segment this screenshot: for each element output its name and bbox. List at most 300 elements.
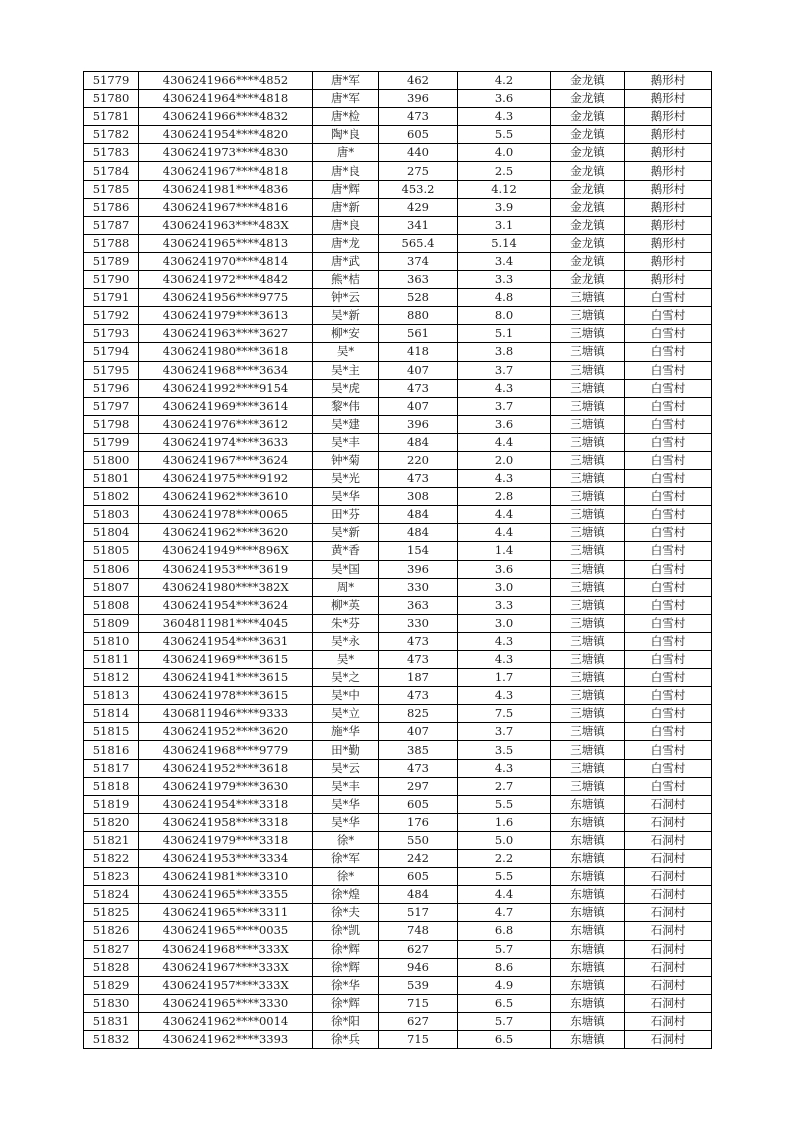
row-number-cell: 51796 xyxy=(84,379,139,397)
village-cell: 石洞村 xyxy=(625,922,712,940)
town-cell: 东塘镇 xyxy=(551,994,625,1012)
row-number-cell: 51795 xyxy=(84,361,139,379)
id-number-cell: 4306241941****3615 xyxy=(139,669,313,687)
table-row xyxy=(84,524,712,542)
village-cell: 鹅形村 xyxy=(625,90,712,108)
table-row xyxy=(84,90,712,108)
area-cell: 4.4 xyxy=(458,433,551,451)
row-number-cell: 51830 xyxy=(84,994,139,1012)
id-number-cell: 4306241969****3615 xyxy=(139,651,313,669)
id-number-cell: 4306241966****4852 xyxy=(139,72,313,90)
town-cell: 东塘镇 xyxy=(551,886,625,904)
name-cell: 徐* xyxy=(313,831,379,849)
amount-cell: 242 xyxy=(379,850,458,868)
row-number-cell: 51780 xyxy=(84,90,139,108)
village-cell: 白雪村 xyxy=(625,488,712,506)
id-number-cell: 3604811981****4045 xyxy=(139,614,313,632)
id-number-cell: 4306241965****4813 xyxy=(139,234,313,252)
town-cell: 三塘镇 xyxy=(551,325,625,343)
area-cell: 7.5 xyxy=(458,705,551,723)
id-number-cell: 4306241967****4816 xyxy=(139,198,313,216)
row-number-cell: 51823 xyxy=(84,868,139,886)
town-cell: 金龙镇 xyxy=(551,271,625,289)
village-cell: 白雪村 xyxy=(625,506,712,524)
town-cell: 金龙镇 xyxy=(551,180,625,198)
village-cell: 白雪村 xyxy=(625,524,712,542)
area-cell: 3.3 xyxy=(458,596,551,614)
name-cell: 吴*建 xyxy=(313,415,379,433)
row-number-cell: 51790 xyxy=(84,271,139,289)
area-cell: 4.4 xyxy=(458,524,551,542)
area-cell: 4.3 xyxy=(458,379,551,397)
area-cell: 5.7 xyxy=(458,940,551,958)
table-row xyxy=(84,940,712,958)
id-number-cell: 4306241952****3618 xyxy=(139,759,313,777)
row-number-cell: 51788 xyxy=(84,234,139,252)
id-number-cell: 4306241970****4814 xyxy=(139,252,313,270)
name-cell: 周* xyxy=(313,578,379,596)
area-cell: 6.8 xyxy=(458,922,551,940)
area-cell: 8.6 xyxy=(458,958,551,976)
amount-cell: 363 xyxy=(379,271,458,289)
name-cell: 徐*辉 xyxy=(313,994,379,1012)
village-cell: 白雪村 xyxy=(625,542,712,560)
town-cell: 三塘镇 xyxy=(551,687,625,705)
name-cell: 吴*华 xyxy=(313,488,379,506)
name-cell: 徐*煌 xyxy=(313,886,379,904)
village-cell: 石洞村 xyxy=(625,904,712,922)
table-row xyxy=(84,361,712,379)
name-cell: 黎*伟 xyxy=(313,397,379,415)
row-number-cell: 51807 xyxy=(84,578,139,596)
row-number-cell: 51782 xyxy=(84,126,139,144)
town-cell: 东塘镇 xyxy=(551,1030,625,1048)
village-cell: 石洞村 xyxy=(625,850,712,868)
amount-cell: 473 xyxy=(379,470,458,488)
row-number-cell: 51800 xyxy=(84,451,139,469)
id-number-cell: 4306241981****3310 xyxy=(139,868,313,886)
town-cell: 三塘镇 xyxy=(551,596,625,614)
row-number-cell: 51814 xyxy=(84,705,139,723)
row-number-cell: 51820 xyxy=(84,813,139,831)
area-cell: 3.7 xyxy=(458,397,551,415)
row-number-cell: 51819 xyxy=(84,795,139,813)
name-cell: 唐*良 xyxy=(313,216,379,234)
row-number-cell: 51831 xyxy=(84,1012,139,1030)
amount-cell: 561 xyxy=(379,325,458,343)
id-number-cell: 4306241965****0035 xyxy=(139,922,313,940)
row-number-cell: 51827 xyxy=(84,940,139,958)
village-cell: 鹅形村 xyxy=(625,162,712,180)
town-cell: 三塘镇 xyxy=(551,578,625,596)
amount-cell: 407 xyxy=(379,723,458,741)
area-cell: 4.3 xyxy=(458,108,551,126)
name-cell: 钟*云 xyxy=(313,289,379,307)
village-cell: 白雪村 xyxy=(625,343,712,361)
amount-cell: 484 xyxy=(379,886,458,904)
row-number-cell: 51810 xyxy=(84,632,139,650)
id-number-cell: 4306241979****3318 xyxy=(139,831,313,849)
area-cell: 1.4 xyxy=(458,542,551,560)
area-cell: 4.7 xyxy=(458,904,551,922)
id-number-cell: 4306241965****3311 xyxy=(139,904,313,922)
village-cell: 鹅形村 xyxy=(625,252,712,270)
village-cell: 白雪村 xyxy=(625,325,712,343)
village-cell: 石洞村 xyxy=(625,1030,712,1048)
table-row xyxy=(84,632,712,650)
amount-cell: 715 xyxy=(379,994,458,1012)
amount-cell: 484 xyxy=(379,506,458,524)
area-cell: 4.9 xyxy=(458,976,551,994)
id-number-cell: 4306241965****3330 xyxy=(139,994,313,1012)
table-row xyxy=(84,868,712,886)
id-number-cell: 4306241981****4836 xyxy=(139,180,313,198)
area-cell: 4.3 xyxy=(458,759,551,777)
area-cell: 6.5 xyxy=(458,1030,551,1048)
table-row xyxy=(84,271,712,289)
village-cell: 石洞村 xyxy=(625,958,712,976)
id-number-cell: 4306241968****3634 xyxy=(139,361,313,379)
id-number-cell: 4306241974****3633 xyxy=(139,433,313,451)
table-row xyxy=(84,922,712,940)
amount-cell: 473 xyxy=(379,379,458,397)
name-cell: 徐*兵 xyxy=(313,1030,379,1048)
village-cell: 白雪村 xyxy=(625,632,712,650)
town-cell: 三塘镇 xyxy=(551,723,625,741)
town-cell: 东塘镇 xyxy=(551,831,625,849)
table-row xyxy=(84,850,712,868)
name-cell: 吴*云 xyxy=(313,759,379,777)
area-cell: 2.7 xyxy=(458,777,551,795)
row-number-cell: 51801 xyxy=(84,470,139,488)
village-cell: 白雪村 xyxy=(625,560,712,578)
table-row xyxy=(84,289,712,307)
amount-cell: 396 xyxy=(379,415,458,433)
table-row xyxy=(84,379,712,397)
town-cell: 东塘镇 xyxy=(551,813,625,831)
table-row xyxy=(84,216,712,234)
area-cell: 1.6 xyxy=(458,813,551,831)
village-cell: 白雪村 xyxy=(625,361,712,379)
row-number-cell: 51811 xyxy=(84,651,139,669)
village-cell: 石洞村 xyxy=(625,795,712,813)
id-number-cell: 4306241954****4820 xyxy=(139,126,313,144)
name-cell: 吴*华 xyxy=(313,795,379,813)
table-row xyxy=(84,162,712,180)
amount-cell: 473 xyxy=(379,687,458,705)
id-number-cell: 4306241976****3612 xyxy=(139,415,313,433)
table-row xyxy=(84,1030,712,1048)
name-cell: 田*芬 xyxy=(313,506,379,524)
village-cell: 鹅形村 xyxy=(625,72,712,90)
row-number-cell: 51802 xyxy=(84,488,139,506)
name-cell: 徐*辉 xyxy=(313,940,379,958)
name-cell: 吴*光 xyxy=(313,470,379,488)
row-number-cell: 51804 xyxy=(84,524,139,542)
village-cell: 鹅形村 xyxy=(625,216,712,234)
id-number-cell: 4306241954****3318 xyxy=(139,795,313,813)
amount-cell: 154 xyxy=(379,542,458,560)
area-cell: 5.5 xyxy=(458,868,551,886)
village-cell: 白雪村 xyxy=(625,415,712,433)
town-cell: 三塘镇 xyxy=(551,470,625,488)
amount-cell: 627 xyxy=(379,1012,458,1030)
amount-cell: 946 xyxy=(379,958,458,976)
table-row xyxy=(84,596,712,614)
amount-cell: 484 xyxy=(379,433,458,451)
id-number-cell: 4306241953****3334 xyxy=(139,850,313,868)
table-row xyxy=(84,759,712,777)
row-number-cell: 51822 xyxy=(84,850,139,868)
id-number-cell: 4306241964****4818 xyxy=(139,90,313,108)
table-row xyxy=(84,397,712,415)
village-cell: 鹅形村 xyxy=(625,180,712,198)
id-number-cell: 4306241957****333X xyxy=(139,976,313,994)
town-cell: 东塘镇 xyxy=(551,958,625,976)
area-cell: 3.6 xyxy=(458,560,551,578)
id-number-cell: 4306241954****3631 xyxy=(139,632,313,650)
area-cell: 4.2 xyxy=(458,72,551,90)
town-cell: 三塘镇 xyxy=(551,433,625,451)
row-number-cell: 51792 xyxy=(84,307,139,325)
row-number-cell: 51779 xyxy=(84,72,139,90)
id-number-cell: 4306241967****4818 xyxy=(139,162,313,180)
village-cell: 白雪村 xyxy=(625,723,712,741)
town-cell: 三塘镇 xyxy=(551,759,625,777)
area-cell: 2.5 xyxy=(458,162,551,180)
amount-cell: 517 xyxy=(379,904,458,922)
name-cell: 徐*华 xyxy=(313,976,379,994)
village-cell: 白雪村 xyxy=(625,578,712,596)
town-cell: 金龙镇 xyxy=(551,144,625,162)
area-cell: 4.3 xyxy=(458,470,551,488)
name-cell: 唐*龙 xyxy=(313,234,379,252)
id-number-cell: 4306241962****3610 xyxy=(139,488,313,506)
area-cell: 5.1 xyxy=(458,325,551,343)
village-cell: 白雪村 xyxy=(625,614,712,632)
village-cell: 白雪村 xyxy=(625,451,712,469)
amount-cell: 385 xyxy=(379,741,458,759)
amount-cell: 453.2 xyxy=(379,180,458,198)
name-cell: 朱*芬 xyxy=(313,614,379,632)
amount-cell: 330 xyxy=(379,614,458,632)
id-number-cell: 4306241968****333X xyxy=(139,940,313,958)
amount-cell: 341 xyxy=(379,216,458,234)
village-cell: 白雪村 xyxy=(625,596,712,614)
area-cell: 6.5 xyxy=(458,994,551,1012)
area-cell: 3.8 xyxy=(458,343,551,361)
village-cell: 石洞村 xyxy=(625,994,712,1012)
town-cell: 金龙镇 xyxy=(551,198,625,216)
table-row xyxy=(84,976,712,994)
id-number-cell: 4306241980****3618 xyxy=(139,343,313,361)
id-number-cell: 4306241975****9192 xyxy=(139,470,313,488)
name-cell: 唐*辉 xyxy=(313,180,379,198)
row-number-cell: 51789 xyxy=(84,252,139,270)
area-cell: 5.5 xyxy=(458,126,551,144)
name-cell: 田*勤 xyxy=(313,741,379,759)
area-cell: 3.7 xyxy=(458,723,551,741)
area-cell: 5.0 xyxy=(458,831,551,849)
town-cell: 三塘镇 xyxy=(551,343,625,361)
town-cell: 三塘镇 xyxy=(551,361,625,379)
table-row xyxy=(84,108,712,126)
row-number-cell: 51799 xyxy=(84,433,139,451)
amount-cell: 473 xyxy=(379,108,458,126)
village-cell: 石洞村 xyxy=(625,1012,712,1030)
row-number-cell: 51791 xyxy=(84,289,139,307)
table-row xyxy=(84,578,712,596)
table-row xyxy=(84,687,712,705)
town-cell: 三塘镇 xyxy=(551,451,625,469)
town-cell: 三塘镇 xyxy=(551,289,625,307)
area-cell: 4.3 xyxy=(458,632,551,650)
town-cell: 三塘镇 xyxy=(551,777,625,795)
village-cell: 白雪村 xyxy=(625,741,712,759)
table-row xyxy=(84,433,712,451)
id-number-cell: 4306241978****0065 xyxy=(139,506,313,524)
town-cell: 金龙镇 xyxy=(551,234,625,252)
table-row xyxy=(84,144,712,162)
row-number-cell: 51793 xyxy=(84,325,139,343)
amount-cell: 539 xyxy=(379,976,458,994)
amount-cell: 473 xyxy=(379,759,458,777)
name-cell: 吴* xyxy=(313,651,379,669)
table-row xyxy=(84,252,712,270)
amount-cell: 308 xyxy=(379,488,458,506)
town-cell: 三塘镇 xyxy=(551,614,625,632)
id-number-cell: 4306241954****3624 xyxy=(139,596,313,614)
name-cell: 徐*夫 xyxy=(313,904,379,922)
village-cell: 鹅形村 xyxy=(625,234,712,252)
id-number-cell: 4306241958****3318 xyxy=(139,813,313,831)
amount-cell: 627 xyxy=(379,940,458,958)
table-row xyxy=(84,307,712,325)
table-row xyxy=(84,470,712,488)
area-cell: 3.7 xyxy=(458,361,551,379)
town-cell: 金龙镇 xyxy=(551,90,625,108)
area-cell: 5.7 xyxy=(458,1012,551,1030)
area-cell: 4.3 xyxy=(458,651,551,669)
row-number-cell: 51798 xyxy=(84,415,139,433)
area-cell: 4.4 xyxy=(458,886,551,904)
town-cell: 三塘镇 xyxy=(551,560,625,578)
area-cell: 3.0 xyxy=(458,614,551,632)
row-number-cell: 51812 xyxy=(84,669,139,687)
area-cell: 2.8 xyxy=(458,488,551,506)
id-number-cell: 4306241967****333X xyxy=(139,958,313,976)
town-cell: 三塘镇 xyxy=(551,651,625,669)
name-cell: 吴*华 xyxy=(313,813,379,831)
town-cell: 东塘镇 xyxy=(551,850,625,868)
village-cell: 鹅形村 xyxy=(625,108,712,126)
name-cell: 唐*军 xyxy=(313,90,379,108)
area-cell: 3.0 xyxy=(458,578,551,596)
name-cell: 吴*立 xyxy=(313,705,379,723)
area-cell: 3.6 xyxy=(458,90,551,108)
table-row xyxy=(84,506,712,524)
village-cell: 白雪村 xyxy=(625,705,712,723)
name-cell: 吴*中 xyxy=(313,687,379,705)
town-cell: 三塘镇 xyxy=(551,705,625,723)
row-number-cell: 51829 xyxy=(84,976,139,994)
table-row xyxy=(84,795,712,813)
area-cell: 5.5 xyxy=(458,795,551,813)
amount-cell: 473 xyxy=(379,651,458,669)
id-number-cell: 4306241963****483X xyxy=(139,216,313,234)
row-number-cell: 51808 xyxy=(84,596,139,614)
table-row xyxy=(84,886,712,904)
amount-cell: 715 xyxy=(379,1030,458,1048)
area-cell: 1.7 xyxy=(458,669,551,687)
amount-cell: 825 xyxy=(379,705,458,723)
table-row xyxy=(84,614,712,632)
table-row xyxy=(84,343,712,361)
town-cell: 三塘镇 xyxy=(551,741,625,759)
table-row xyxy=(84,198,712,216)
village-cell: 白雪村 xyxy=(625,307,712,325)
area-cell: 3.6 xyxy=(458,415,551,433)
town-cell: 东塘镇 xyxy=(551,1012,625,1030)
row-number-cell: 51815 xyxy=(84,723,139,741)
table-row xyxy=(84,72,712,90)
name-cell: 吴*永 xyxy=(313,632,379,650)
row-number-cell: 51816 xyxy=(84,741,139,759)
table-row xyxy=(84,488,712,506)
row-number-cell: 51783 xyxy=(84,144,139,162)
id-number-cell: 4306241973****4830 xyxy=(139,144,313,162)
amount-cell: 565.4 xyxy=(379,234,458,252)
row-number-cell: 51781 xyxy=(84,108,139,126)
name-cell: 黄*香 xyxy=(313,542,379,560)
amount-cell: 484 xyxy=(379,524,458,542)
village-cell: 鹅形村 xyxy=(625,271,712,289)
name-cell: 徐*军 xyxy=(313,850,379,868)
id-number-cell: 4306241978****3615 xyxy=(139,687,313,705)
table-row xyxy=(84,777,712,795)
table-row xyxy=(84,705,712,723)
village-cell: 白雪村 xyxy=(625,379,712,397)
area-cell: 3.5 xyxy=(458,741,551,759)
town-cell: 三塘镇 xyxy=(551,669,625,687)
row-number-cell: 51832 xyxy=(84,1030,139,1048)
table-row xyxy=(84,180,712,198)
name-cell: 吴*之 xyxy=(313,669,379,687)
name-cell: 柳*英 xyxy=(313,596,379,614)
town-cell: 三塘镇 xyxy=(551,488,625,506)
name-cell: 钟*菊 xyxy=(313,451,379,469)
village-cell: 白雪村 xyxy=(625,289,712,307)
town-cell: 东塘镇 xyxy=(551,795,625,813)
name-cell: 唐*军 xyxy=(313,72,379,90)
id-number-cell: 4306241956****9775 xyxy=(139,289,313,307)
village-cell: 白雪村 xyxy=(625,687,712,705)
town-cell: 金龙镇 xyxy=(551,72,625,90)
table-row xyxy=(84,325,712,343)
village-cell: 鹅形村 xyxy=(625,198,712,216)
name-cell: 徐*凯 xyxy=(313,922,379,940)
id-number-cell: 4306241963****3627 xyxy=(139,325,313,343)
town-cell: 三塘镇 xyxy=(551,397,625,415)
row-number-cell: 51806 xyxy=(84,560,139,578)
row-number-cell: 51785 xyxy=(84,180,139,198)
amount-cell: 330 xyxy=(379,578,458,596)
area-cell: 3.9 xyxy=(458,198,551,216)
amount-cell: 176 xyxy=(379,813,458,831)
amount-cell: 528 xyxy=(379,289,458,307)
row-number-cell: 51825 xyxy=(84,904,139,922)
village-cell: 石洞村 xyxy=(625,940,712,958)
